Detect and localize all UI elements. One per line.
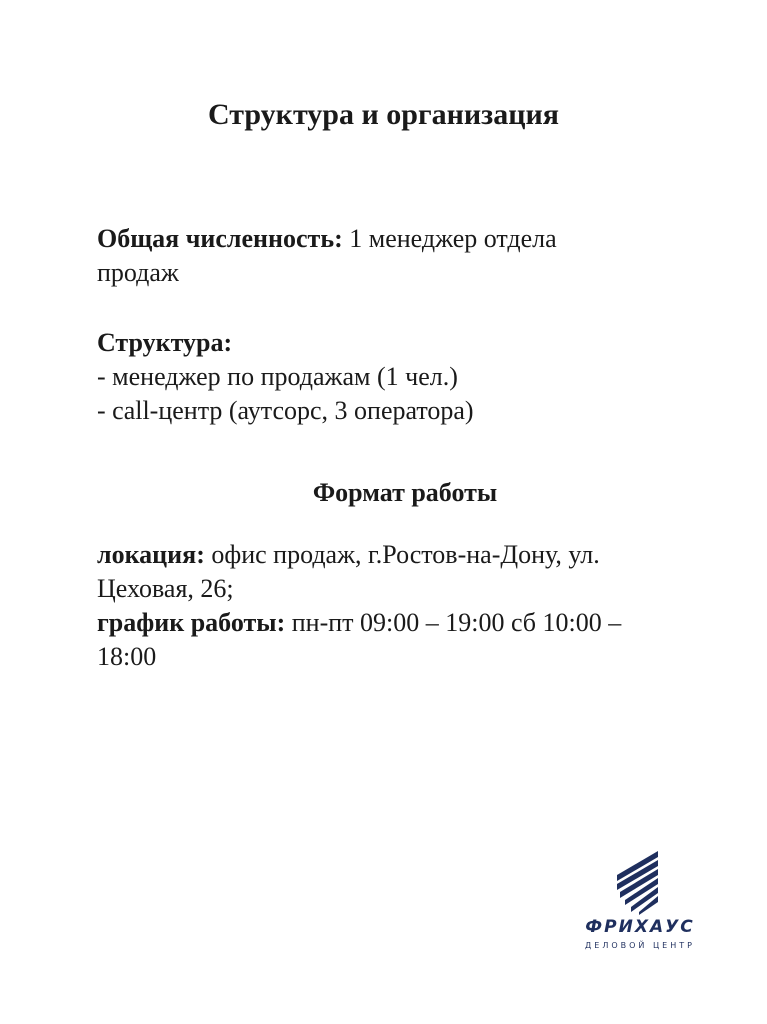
logo-name: ФРИХАУС xyxy=(585,917,695,937)
schedule-line-2: 18:00 xyxy=(97,642,157,671)
schedule-label: график работы: xyxy=(97,608,286,637)
page-title: Структура и организация xyxy=(208,98,559,131)
location-label: локация: xyxy=(97,540,205,569)
building-icon xyxy=(560,845,720,915)
schedule-line-1 xyxy=(97,606,707,640)
location-line-1 xyxy=(97,538,707,572)
headcount-label: Общая численность: xyxy=(97,224,343,253)
structure-block xyxy=(97,326,707,428)
headcount-line-1 xyxy=(97,222,707,256)
structure-label: Структура: xyxy=(97,328,233,357)
location-line-2: Цеховая, 26; xyxy=(97,574,234,603)
format-block xyxy=(97,538,707,674)
schedule-value: пн-пт 09:00 – 19:00 сб 10:00 – xyxy=(285,608,622,637)
headcount-value: 1 менеджер отдела xyxy=(342,224,557,253)
location-value: офис продаж, г.Ростов-на-Дону, ул. xyxy=(204,540,600,569)
logo-subtitle: ДЕЛОВОЙ ЦЕНТР xyxy=(585,941,695,950)
structure-item: - менеджер по продажам (1 чел.) xyxy=(97,362,458,391)
headcount-line-2: продаж xyxy=(97,258,179,287)
format-title: Формат работы xyxy=(312,478,498,507)
headcount-block xyxy=(97,222,707,290)
structure-item: - call-центр (аутсорс, 3 оператора) xyxy=(97,396,474,425)
company-logo xyxy=(560,845,720,960)
